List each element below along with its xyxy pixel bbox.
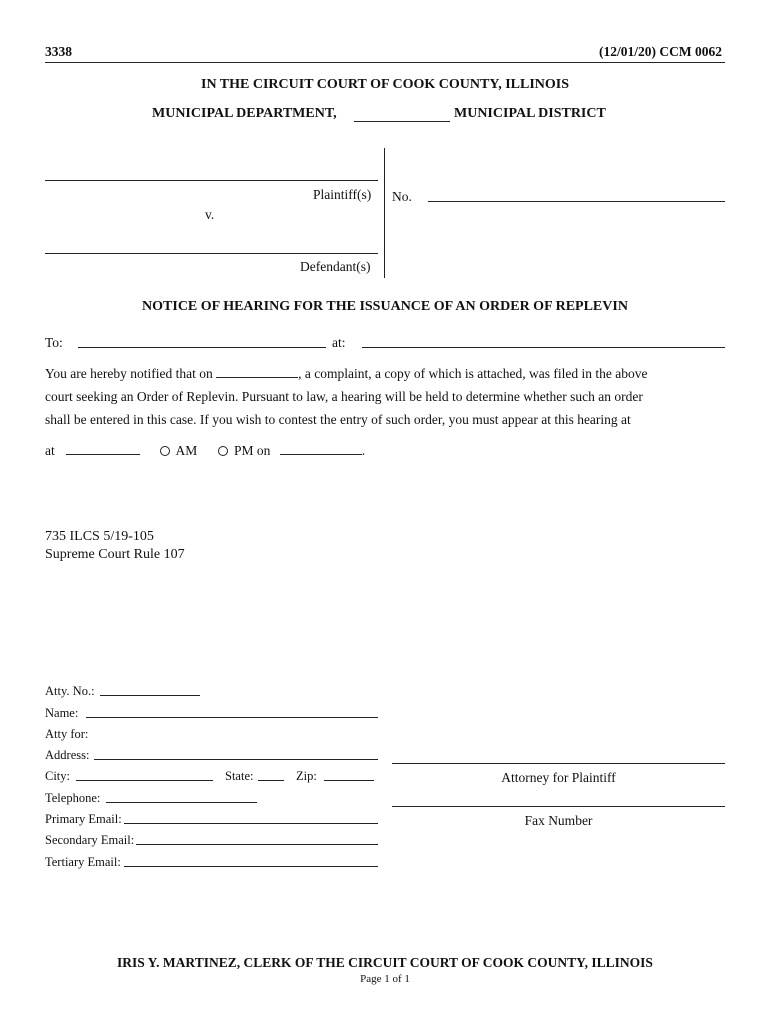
at-label: at: <box>332 335 346 350</box>
telephone-label: Telephone: <box>45 791 101 805</box>
caption-divider <box>384 148 385 278</box>
district-blank[interactable] <box>354 121 450 122</box>
versus-label: v. <box>205 207 215 222</box>
atty-no-field[interactable] <box>100 695 200 696</box>
attorney-for-plaintiff-label: Attorney for Plaintiff <box>501 770 616 785</box>
notice-body <box>45 362 725 431</box>
hearing-date-field[interactable] <box>280 442 362 455</box>
address-field[interactable] <box>94 759 378 760</box>
pm-radio[interactable] <box>218 446 228 456</box>
name-label: Name: <box>45 706 79 720</box>
tertiary-email-label: Tertiary Email: <box>45 855 121 869</box>
atty-for-label: Atty for: <box>45 727 89 741</box>
attorney-signature-line[interactable] <box>392 763 725 764</box>
case-number-label: No. <box>392 189 412 204</box>
filing-date-field[interactable] <box>216 365 298 378</box>
defendant-line[interactable] <box>45 253 378 254</box>
municipal-department-label: MUNICIPAL DEPARTMENT, <box>152 106 337 121</box>
clerk-footer: IRIS Y. MARTINEZ, CLERK OF THE CIRCUIT COURT OF COOK COUNTY, ILLINOIS <box>117 955 653 970</box>
secondary-email-field[interactable] <box>136 844 378 845</box>
state-label: State: <box>225 769 254 783</box>
to-field[interactable] <box>78 347 326 348</box>
notice-body-line-1 <box>45 362 725 385</box>
rule-citation: Supreme Court Rule 107 <box>45 547 185 562</box>
at-field[interactable] <box>362 347 725 348</box>
secondary-email-label: Secondary Email: <box>45 833 135 847</box>
hearing-time-field[interactable] <box>66 442 140 455</box>
am-radio[interactable] <box>160 446 170 456</box>
at-word: at <box>45 443 55 458</box>
telephone-field[interactable] <box>106 802 257 803</box>
body-text-start: You are hereby notified that on <box>45 366 213 381</box>
header-rule <box>45 62 725 63</box>
statute-citation: 735 ILCS 5/19-105 <box>45 529 154 544</box>
page-number: Page 1 of 1 <box>360 973 410 985</box>
form-number: 3338 <box>45 44 72 59</box>
state-field[interactable] <box>258 780 284 781</box>
period: . <box>361 443 366 458</box>
zip-field[interactable] <box>324 780 374 781</box>
notice-title: NOTICE OF HEARING FOR THE ISSUANCE OF AN ORDER OF REPLEVIN <box>142 299 628 314</box>
case-number-field[interactable] <box>428 201 725 202</box>
defendant-label: Defendant(s) <box>300 259 371 274</box>
tertiary-email-field[interactable] <box>124 866 378 867</box>
notice-body-line-3: shall be entered in this case. If you wish to contest the entry of such order, you must appear at this hearing at <box>45 412 631 427</box>
court-title: IN THE CIRCUIT COURT OF COOK COUNTY, ILLINOIS <box>201 77 569 92</box>
pm-label: PM on <box>234 443 271 458</box>
plaintiff-label: Plaintiff(s) <box>313 187 372 202</box>
primary-email-label: Primary Email: <box>45 812 122 826</box>
atty-no-label: Atty. No.: <box>45 684 95 698</box>
zip-label: Zip: <box>296 769 317 783</box>
am-label: AM <box>175 443 198 458</box>
fax-number-label: Fax Number <box>524 813 593 828</box>
primary-email-field[interactable] <box>124 823 378 824</box>
address-label: Address: <box>45 748 90 762</box>
to-label: To: <box>45 335 63 350</box>
plaintiff-line[interactable] <box>45 180 378 181</box>
fax-number-line[interactable] <box>392 806 725 807</box>
body-text-end: , a complaint, a copy of which is attached, was filed in the above <box>298 366 648 381</box>
hearing-time-row <box>45 442 365 459</box>
city-field[interactable] <box>76 780 213 781</box>
form-revision: (12/01/20) CCM 0062 <box>599 44 722 59</box>
municipal-district-label: MUNICIPAL DISTRICT <box>454 106 606 121</box>
name-field[interactable] <box>86 717 378 718</box>
notice-body-line-2: court seeking an Order of Replevin. Pursuant to law, a hearing will be held to determine whether such an order <box>45 389 643 404</box>
city-label: City: <box>45 769 71 783</box>
